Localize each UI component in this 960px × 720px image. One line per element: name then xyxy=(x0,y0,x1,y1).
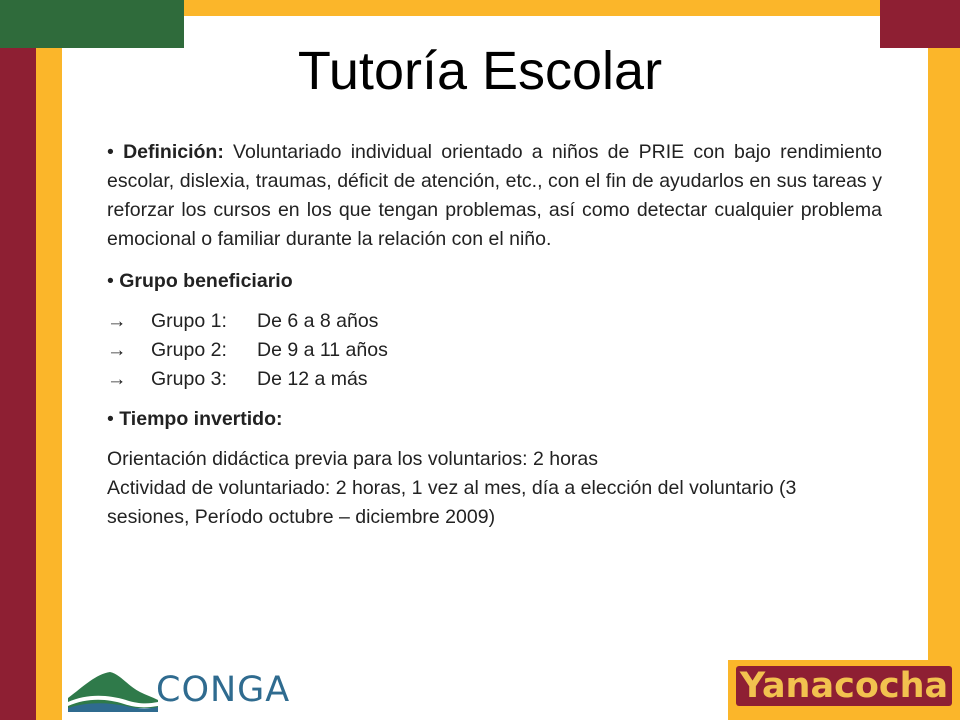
arrow-icon: → xyxy=(107,339,127,361)
left-maroon-bar xyxy=(0,0,36,720)
time-line: Actividad de voluntariado: 2 horas, 1 vez al mes, día a elección del voluntario (3 sesiones, Período octubre – diciembre 2009) xyxy=(107,477,797,528)
beneficiary-heading-line xyxy=(107,267,882,296)
slide-body xyxy=(107,138,882,532)
definition-text: Voluntariado individual orientado a niños de PRIE con bajo rendimiento escolar, dislexia, traumas, déficit de atención, etc., con el fin de ayudarlos en sus tareas y reforzar los cursos en los que tengan problemas, así como detectar cualquier problema emocional o familiar durante la relación con el niño. xyxy=(107,141,883,250)
group-label: Grupo 1: xyxy=(151,310,227,332)
group-range: De 6 a 8 años xyxy=(257,310,379,332)
arrow-icon: → xyxy=(107,310,127,332)
slide-title: Tutoría Escolar xyxy=(297,41,663,101)
group-item xyxy=(107,336,882,365)
bullet: • xyxy=(107,141,114,163)
group-item xyxy=(107,307,882,336)
right-gold-bar xyxy=(928,0,960,720)
time-heading: Tiempo invertido: xyxy=(119,408,283,430)
definition-paragraph xyxy=(107,138,882,254)
yanacocha-logo-text: Yanacocha xyxy=(739,666,949,706)
group-label: Grupo 2: xyxy=(151,339,227,361)
group-item xyxy=(107,365,882,394)
conga-logo-text: CONGA xyxy=(156,670,291,710)
left-gold-bar xyxy=(36,0,62,720)
bullet: • xyxy=(107,270,114,292)
beneficiary-heading: Grupo beneficiario xyxy=(119,270,293,292)
group-label: Grupo 3: xyxy=(151,368,227,390)
definition-label: Definición: xyxy=(123,141,224,163)
group-range: De 9 a 11 años xyxy=(257,339,388,361)
group-range: De 12 a más xyxy=(257,368,368,390)
time-heading-line xyxy=(107,405,882,434)
group-list xyxy=(107,307,882,394)
time-line: Orientación didáctica previa para los voluntarios: 2 horas xyxy=(107,448,599,470)
bullet: • xyxy=(107,408,114,430)
arrow-icon: → xyxy=(107,368,127,390)
